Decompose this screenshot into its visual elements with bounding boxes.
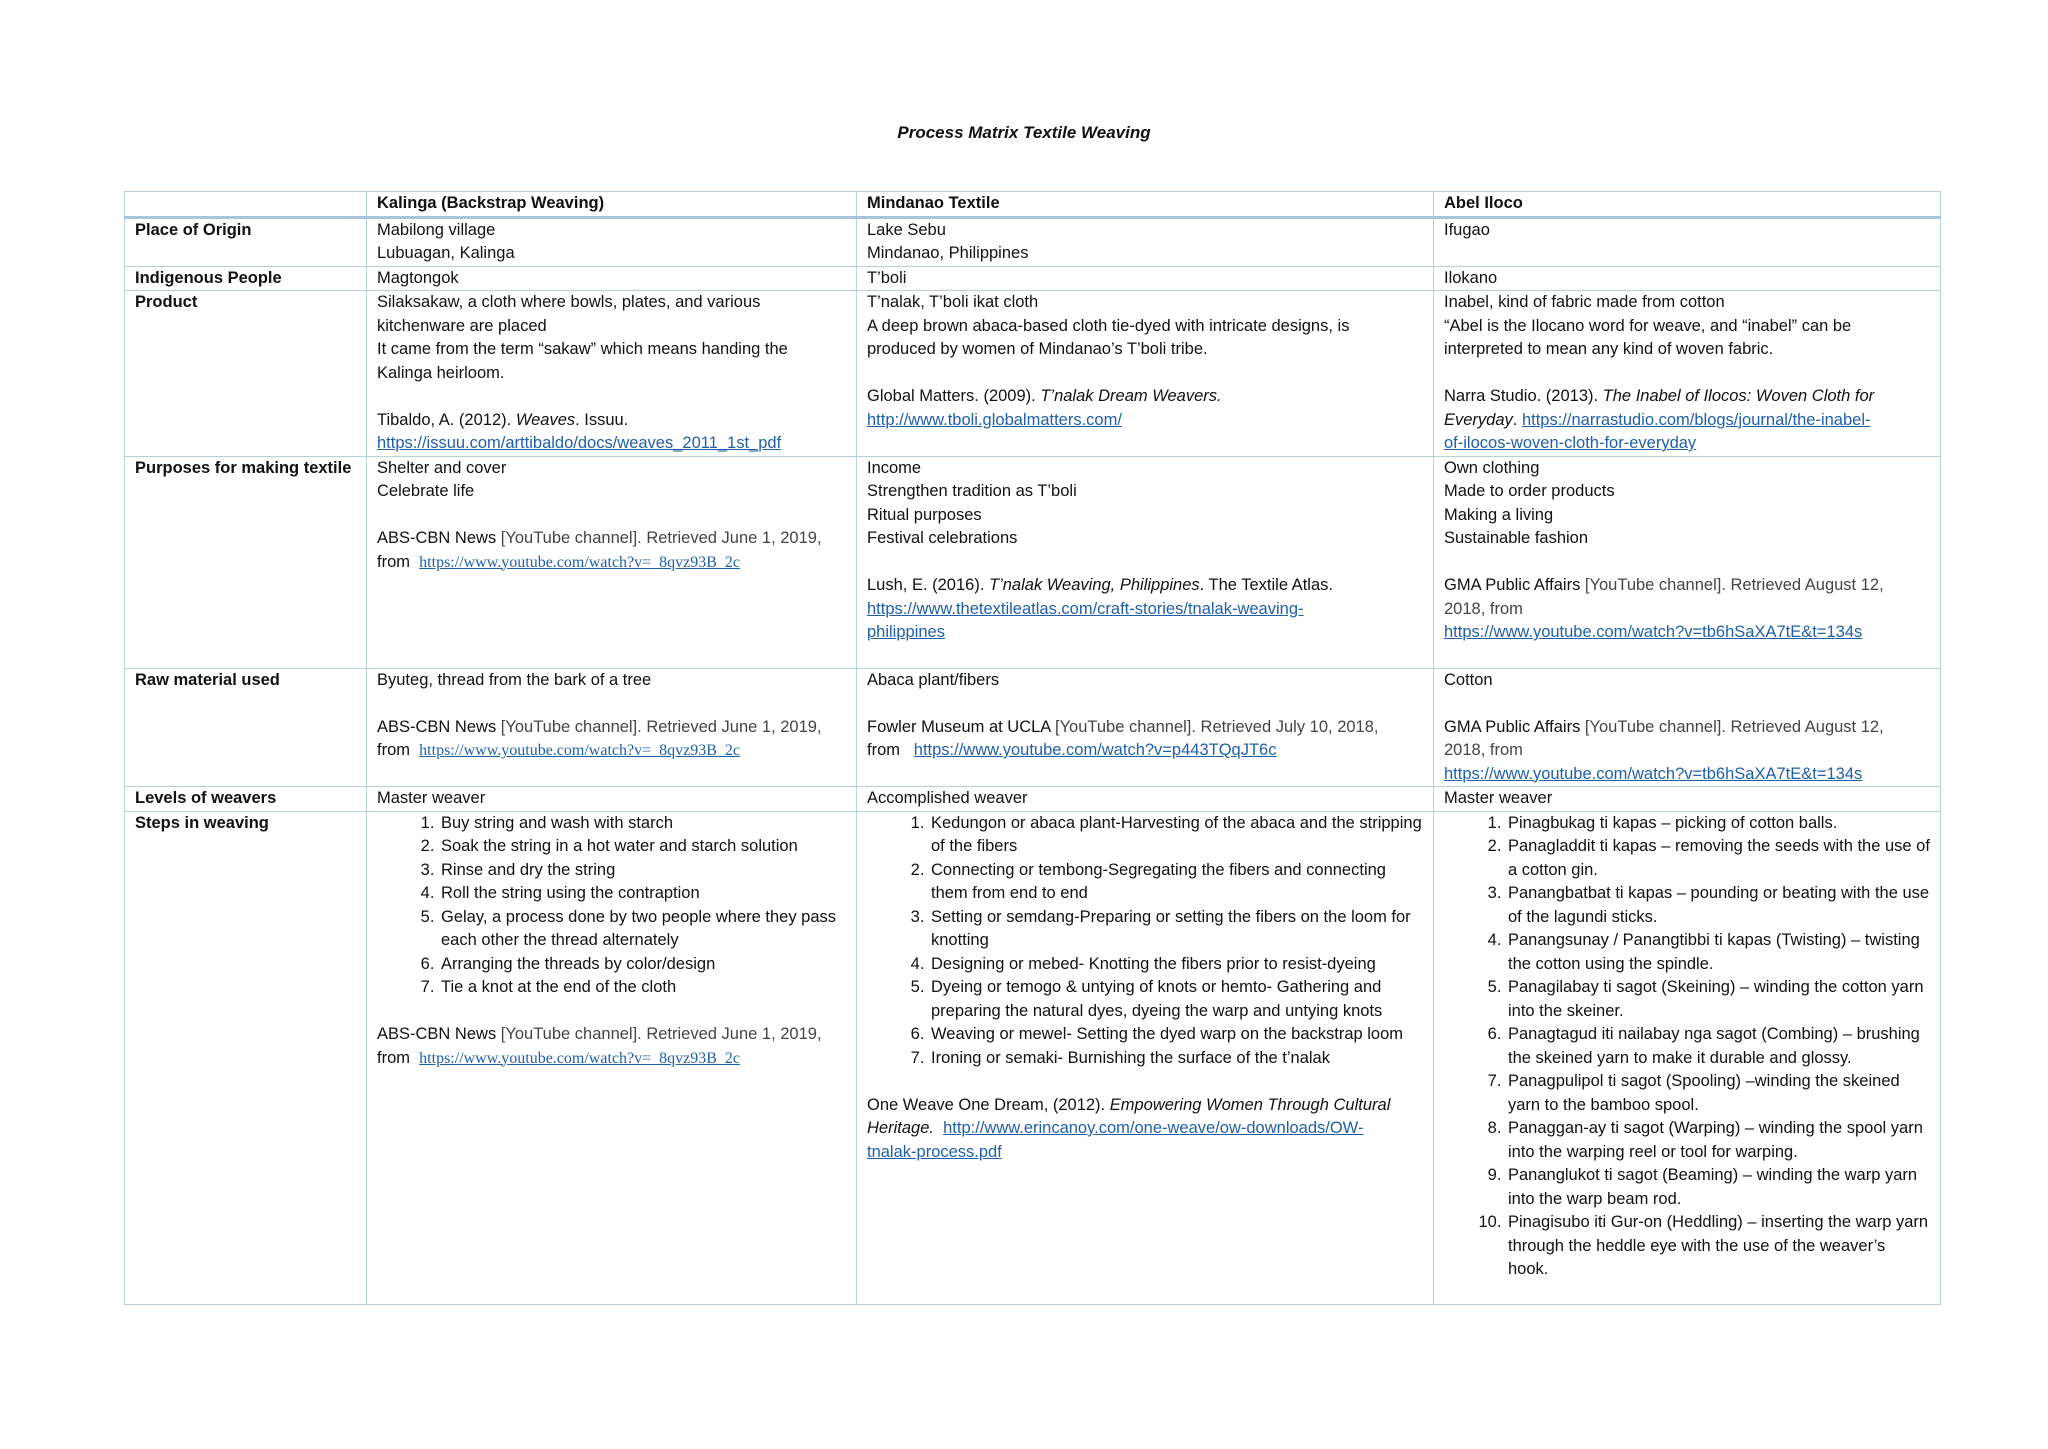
text-line: Sustainable fashion — [1444, 529, 1589, 547]
list-item: 7. Ironing or semaki- Burnishing the surface of the t’nalak — [929, 1047, 1423, 1071]
text-line: Lake Sebu — [867, 220, 946, 239]
text-line: “Abel is the Ilocano word for weave, and “inabel” can be — [1444, 316, 1852, 335]
citation-author: Global Matters. (2009). — [867, 387, 1041, 405]
text-line: Own clothing — [1444, 458, 1540, 477]
citation-title: T’nalak Weaving, Philippines — [989, 576, 1200, 594]
citation-link[interactable]: https://www.thetextileatlas.com/craft-stories/tnalak-weaving- — [867, 599, 1304, 618]
list-item: 4. Panangsunay / Panangtibbi ti kapas (Twisting) – twisting the cotton using the spindle. — [1506, 929, 1930, 976]
cell-abel-purposes — [1434, 456, 1941, 668]
header-abel-iloco: Abel Iloco — [1434, 192, 1941, 218]
cell-abel-product: Inabel, kind of fabric made from cotton “Abel is the Ilocano word for weave, and “inabel” can be interpreted to mean any kind of woven fabric. Narra Studio. (2013). The Inabel of Ilocos: Woven Cloth for Everyday. https://narrastudio.com/blogs/journal/the-inabel- of-ilocos-woven-cloth-for-everyday — [1434, 291, 1941, 457]
cell-kalinga-levels: Master weaver — [367, 787, 857, 812]
citation-link[interactable]: http://www.tboli.globalmatters.com/ — [867, 410, 1122, 429]
row-label: Levels of weavers — [125, 787, 367, 812]
citation-author: GMA Public Affairs — [1444, 576, 1585, 594]
text-line: interpreted to mean any kind of woven fabric. — [1444, 340, 1774, 358]
citation-author: Lush, E. (2016). — [867, 576, 989, 594]
list-item: 5. Dyeing or temogo & untying of knots or hemto- Gathering and preparing the natural dyes, dyeing the warp and untying knots — [929, 976, 1423, 1023]
text-line: Byuteg, thread from the bark of a tree — [377, 670, 652, 689]
citation-title-cont: Everyday — [1444, 410, 1513, 429]
citation-link[interactable]: https://www.youtube.com/watch?v=tb6hSaXA7tE&t=134s — [1444, 764, 1863, 783]
citation-retrieved: [YouTube channel]. Retrieved June 1, 2019, — [500, 529, 822, 547]
cell-kalinga-people: Magtongok — [367, 266, 857, 291]
header-kalinga: Kalinga (Backstrap Weaving) — [367, 192, 857, 218]
citation — [1444, 716, 1930, 740]
list-item: 2. Panagladdit ti kapas – removing the seeds with the use of a cotton gin. — [1506, 835, 1930, 882]
list-item: 3. Setting or semdang-Preparing or setting the fibers on the loom for knotting — [929, 906, 1423, 953]
cell-kalinga-steps — [367, 811, 857, 1304]
list-item: 6. Panagtagud iti nailabay nga sagot (Combing) – brushing the skeined yarn to make it durable and glossy. — [1506, 1023, 1930, 1070]
citation — [867, 1094, 1423, 1118]
citation-publisher: . Issuu. — [575, 410, 629, 429]
text-line: It came from the term “sakaw” which means handing the — [377, 340, 788, 358]
cell-kalinga-origin — [367, 217, 857, 266]
cell-mindanao-people: T’boli — [857, 266, 1434, 291]
citation-from: from — [377, 552, 410, 571]
cell-mindanao-purposes — [857, 456, 1434, 668]
list-item: 7. Panagpulipol ti sagot (Spooling) –winding the skeined yarn to the bamboo spool. — [1506, 1070, 1930, 1117]
list-item: 1. Kedungon or abaca plant-Harvesting of the abaca and the stripping of the fibers — [929, 812, 1423, 859]
list-item: 7. Tie a knot at the end of the cloth — [439, 976, 846, 1000]
citation-link[interactable]: https://www.youtube.com/watch?v=_8qvz93B_2c — [419, 553, 740, 571]
citation — [377, 409, 846, 433]
citation-link[interactable]: https://www.youtube.com/watch?v=_8qvz93B_2c — [419, 1049, 740, 1067]
row-label: Product — [125, 291, 367, 457]
list-item: 6. Weaving or mewel- Setting the dyed warp on the backstrap loom — [929, 1023, 1423, 1047]
text-line: T’nalak, T’boli ikat cloth — [867, 293, 1039, 311]
cell-kalinga-raw — [367, 668, 857, 787]
citation-title: T’nalak Dream Weavers. — [1040, 387, 1222, 405]
steps-list — [867, 812, 1423, 1071]
citation-retrieved-cont: 2018, from — [1444, 741, 1523, 759]
cell-abel-raw — [1434, 668, 1941, 787]
text-line: Kalinga heirloom. — [377, 363, 505, 382]
list-item: 5. Panagilabay ti sagot (Skeining) – winding the cotton yarn into the skeiner. — [1506, 976, 1930, 1023]
list-item: 3. Rinse and dry the string — [439, 859, 846, 883]
citation-retrieved: [YouTube channel]. Retrieved August 12, — [1584, 576, 1884, 594]
row-indigenous-people — [125, 266, 1941, 291]
text-line: Lubuagan, Kalinga — [377, 244, 515, 262]
citation-author: Fowler Museum at UCLA — [867, 717, 1055, 736]
list-item: 1. Pinagbukag ti kapas – picking of cotton balls. — [1506, 812, 1930, 836]
text-line: Making a living — [1444, 505, 1554, 524]
text-line: Celebrate life — [377, 482, 475, 500]
citation — [377, 527, 846, 551]
list-item: 4. Designing or mebed- Knotting the fibers prior to resist-dyeing — [929, 953, 1423, 977]
text-line: Shelter and cover — [377, 458, 507, 477]
text-line: produced by women of Mindanao’s T’boli tribe. — [867, 340, 1208, 358]
citation-retrieved: [YouTube channel]. Retrieved June 1, 2019, — [500, 717, 822, 736]
text-line: Strengthen tradition as T’boli — [867, 482, 1077, 500]
text-line: Mabilong village — [377, 220, 496, 239]
citation-author: ABS-CBN News — [377, 717, 501, 736]
citation — [867, 716, 1423, 740]
text-line: Income — [867, 458, 922, 477]
citation-link-cont[interactable]: philippines — [867, 623, 945, 641]
table-header-row — [125, 192, 1941, 218]
list-item: 8. Panaggan-ay ti sagot (Warping) – winding the spool yarn into the warping reel or tool for warping. — [1506, 1117, 1930, 1164]
row-product — [125, 291, 1941, 457]
citation-title: Weaves — [515, 410, 576, 429]
citation-retrieved: [YouTube channel]. Retrieved August 12, — [1584, 717, 1884, 736]
citation-link[interactable]: https://www.youtube.com/watch?v=tb6hSaXA7tE&t=134s — [1444, 623, 1863, 641]
text-line: Cotton — [1444, 670, 1493, 689]
text-line: A deep brown abaca-based cloth tie-dyed with intricate designs, is — [867, 316, 1350, 335]
steps-list — [377, 812, 846, 1000]
header-mindanao: Mindanao Textile — [857, 192, 1434, 218]
text-line: Festival celebrations — [867, 529, 1018, 547]
list-item: 3. Panangbatbat ti kapas – pounding or beating with the use of the lagundi sticks. — [1506, 882, 1930, 929]
list-item: 5. Gelay, a process done by two people where they pass each other the thread alternately — [439, 906, 846, 953]
process-matrix-table — [124, 191, 1941, 1305]
citation — [1444, 385, 1930, 409]
citation-title: The Inabel of Ilocos: Woven Cloth for — [1602, 387, 1875, 405]
cell-mindanao-steps — [857, 811, 1434, 1304]
cell-kalinga-product — [367, 291, 857, 457]
text-line: Silaksakaw, a cloth where bowls, plates, and various — [377, 293, 761, 311]
list-item: 6. Arranging the threads by color/design — [439, 953, 846, 977]
document-title: Process Matrix Textile Weaving — [897, 123, 1151, 142]
text-line: kitchenware are placed — [377, 316, 547, 335]
row-label: Purposes for making textile — [125, 456, 367, 668]
citation-author: One Weave One Dream, (2012). — [867, 1095, 1110, 1114]
citation-retrieved: [YouTube channel]. Retrieved July 10, 2018, — [1054, 717, 1379, 736]
list-item: 9. Pananglukot ti sagot (Beaming) – winding the warp yarn into the warp beam rod. — [1506, 1164, 1930, 1211]
cell-mindanao-origin — [857, 217, 1434, 266]
citation-from: from — [377, 741, 410, 759]
citation-from: from — [377, 1048, 410, 1067]
citation-title-cont: Heritage. — [867, 1119, 934, 1137]
citation-author: Narra Studio. (2013). — [1444, 387, 1603, 405]
text-line: Abaca plant/fibers — [867, 670, 1000, 689]
list-item: 2. Connecting or tembong-Segregating the fibers and connecting them from end to end — [929, 859, 1423, 906]
text-line: Made to order products — [1444, 482, 1615, 500]
list-item: 2. Soak the string in a hot water and starch solution — [439, 835, 846, 859]
citation-author: GMA Public Affairs — [1444, 717, 1585, 736]
citation — [1444, 574, 1930, 598]
citation-publisher: . The Textile Atlas. — [1199, 576, 1333, 594]
cell-mindanao-levels: Accomplished weaver — [857, 787, 1434, 812]
citation-author: Tibaldo, A. (2012). — [377, 410, 516, 429]
header-cell-empty — [125, 192, 367, 218]
cell-abel-origin — [1434, 217, 1941, 266]
text-line: Ritual purposes — [867, 505, 982, 524]
citation-link[interactable]: https://www.youtube.com/watch?v=_8qvz93B_2c — [419, 742, 740, 759]
citation-author: ABS-CBN News — [377, 1025, 501, 1043]
citation — [867, 385, 1423, 409]
row-label: Place of Origin — [125, 217, 367, 266]
text-line: Inabel, kind of fabric made from cotton — [1444, 293, 1725, 311]
citation-title: Empowering Women Through Cultural — [1109, 1095, 1391, 1114]
cell-mindanao-raw — [857, 668, 1434, 787]
list-item: 1. Buy string and wash with starch — [439, 812, 846, 836]
citation-link[interactable]: https://www.youtube.com/watch?v=p443TQqJT6c — [913, 741, 1277, 759]
citation — [867, 574, 1423, 598]
row-steps-in-weaving — [125, 811, 1941, 1304]
row-label: Raw material used — [125, 668, 367, 787]
cell-mindanao-product — [857, 291, 1434, 457]
row-purposes — [125, 456, 1941, 668]
citation-author: ABS-CBN News — [377, 529, 501, 547]
citation-link-cont[interactable]: tnalak-process.pdf — [867, 1142, 1002, 1161]
list-item: 4. Roll the string using the contraption — [439, 882, 846, 906]
list-item: 10. Pinagisubo iti Gur-on (Heddling) – inserting the warp yarn through the heddle eye with the use of the weaver’s hook. — [1506, 1211, 1930, 1282]
row-raw-material — [125, 668, 1941, 787]
cell-abel-people: Ilokano — [1434, 266, 1941, 291]
cell-abel-steps — [1434, 811, 1941, 1304]
citation-link[interactable]: https://issuu.com/arttibaldo/docs/weaves_2011_1st_pdf — [377, 434, 782, 452]
row-label: Steps in weaving — [125, 811, 367, 1304]
row-place-of-origin — [125, 217, 1941, 266]
row-levels-of-weavers — [125, 787, 1941, 812]
citation-link[interactable]: https://narrastudio.com/blogs/journal/the-inabel- — [1521, 410, 1871, 429]
steps-list — [1444, 812, 1930, 1282]
text-line: Mindanao, Philippines — [867, 244, 1029, 262]
cell-kalinga-purposes — [367, 456, 857, 668]
citation-link[interactable]: http://www.erincanoy.com/one-weave/ow-downloads/OW- — [943, 1119, 1364, 1137]
citation — [377, 1023, 846, 1047]
citation-from: from — [867, 741, 900, 759]
cell-abel-levels: Master weaver — [1434, 787, 1941, 812]
text-line: Ifugao — [1444, 220, 1490, 239]
citation — [377, 716, 846, 740]
citation-retrieved: [YouTube channel]. Retrieved June 1, 2019, — [500, 1025, 822, 1043]
citation-retrieved-cont: 2018, from — [1444, 599, 1523, 618]
row-label: Indigenous People — [125, 266, 367, 291]
citation-link-cont[interactable]: of-ilocos-woven-cloth-for-everyday — [1444, 434, 1697, 452]
